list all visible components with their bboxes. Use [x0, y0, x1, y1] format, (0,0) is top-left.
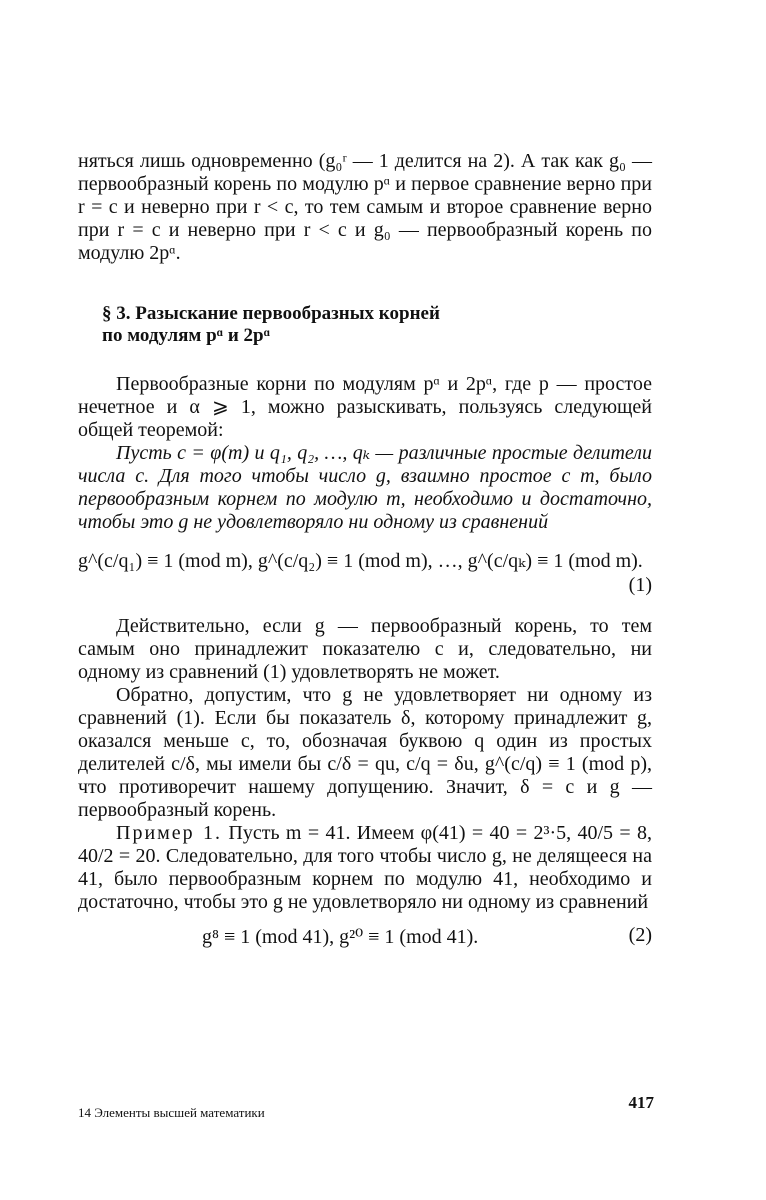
formula-2-row — [78, 924, 652, 949]
example-label: Пример 1. — [116, 822, 223, 844]
theorem-text: Пусть c = φ(m) и q₁, q₂, …, qₖ — различные простые делители числа c. Для того чтобы число g, взаимно простое с m, было первообразным корнем по модулю m, необходимо и достаточно, чтобы это g не удовлетворяло ни одному из сравнений — [78, 442, 652, 533]
example-text: Пусть m = 41. Имеем φ(41) = 40 = 2³·5, 40/5 = 8, 40/2 = 20. Следовательно, для того чтобы число g, не делящееся на 41, было первообразным корнем по модулю 41, необходимо и достаточно, чтобы это g не удовлетворяло ни одному из сравнений — [78, 822, 652, 913]
formula-2: g⁸ ≡ 1 (mod 41), g²⁰ ≡ 1 (mod 41). — [202, 926, 479, 948]
example-paragraph — [78, 822, 652, 914]
paragraph-continued: няться лишь одновременно (g₀ʳ — 1 делится на 2). А так как g₀ — первообразный корень по модулю pᵅ и первое сравнение верно при r = c и неверно при r < c, то тем самым и второе сравнение верно при r = c и неверно при r < c и g₀ — первообразный корень по модулю 2pᵅ. — [78, 150, 652, 264]
formula-2-number: (2) — [628, 924, 652, 946]
section-heading — [102, 303, 652, 347]
page-body — [78, 150, 652, 949]
page-number: 417 — [628, 1093, 654, 1112]
formula-1-number: (1) — [628, 574, 652, 596]
intro-paragraph: Первообразные корни по модулям pᵅ и 2pᵅ, где p — простое нечетное и α ⩾ 1, можно разыскивать, пользуясь следующей общей теоремой: — [78, 373, 652, 441]
formula-1: g^(c/q₁) ≡ 1 (mod m), g^(c/q₂) ≡ 1 (mod m), …, g^(c/qₖ) ≡ 1 (mod m). — [78, 550, 643, 572]
section-heading-line1: § 3. Разыскание первообразных корней — [102, 303, 440, 324]
section-heading-line2: по модулям pᵅ и 2pᵅ — [102, 325, 271, 346]
proof-paragraph-2: Обратно, допустим, что g не удовлетворяет ни одному из сравнений (1). Если бы показатель δ, которому принадлежит g, оказался меньше c, то, обозначая буквою q один из простых делителей c/δ, мы имели бы c/δ = qu, c/q = δu, g^(c/q) ≡ 1 (mod p), что противоречит нашему допущению. Значит, δ = c и g — первообразный корень. — [78, 684, 652, 821]
proof-paragraph-1: Действительно, если g — первообразный корень, то тем самым оно принадлежит показателю c и, следовательно, ни одному из сравнений (1) удовлетворять не может. — [78, 615, 652, 683]
footer-signature: 14 Элементы высшей математики — [78, 1105, 265, 1120]
